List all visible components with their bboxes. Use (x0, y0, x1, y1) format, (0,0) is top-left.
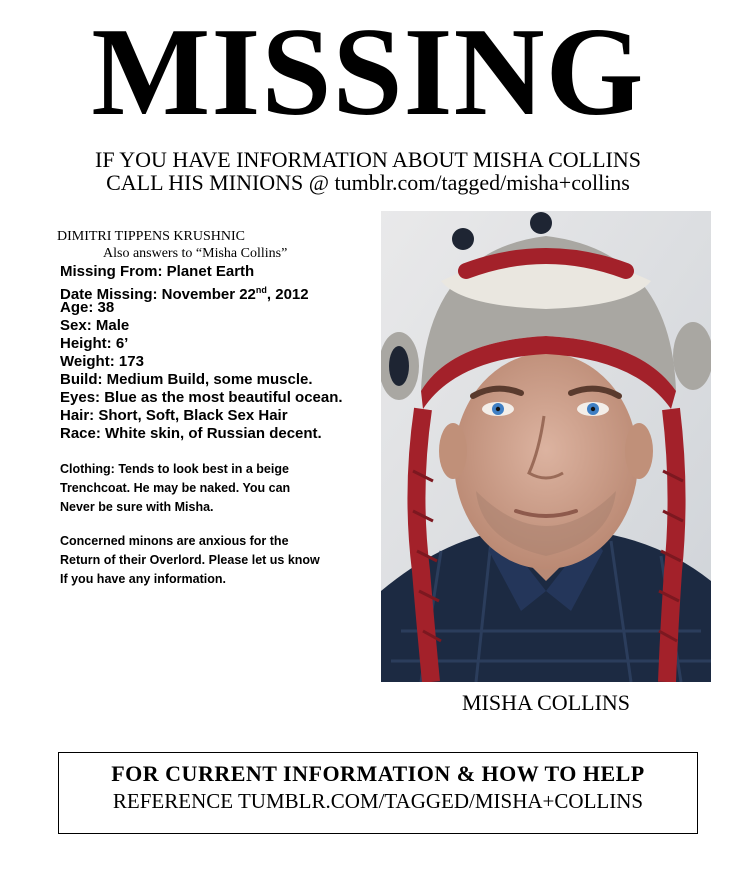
clothing-line-1: Clothing: Tends to look best in a beige (60, 462, 289, 476)
reference-box (58, 752, 698, 834)
date-missing-text: Date Missing: November 22 (60, 286, 256, 303)
clothing-line-2: Trenchcoat. He may be naked. You can (60, 481, 291, 495)
build: Build: Medium Build, some muscle. (60, 371, 313, 388)
portrait-photo (381, 211, 711, 682)
concern-line-1: Concerned minons are anxious for the (60, 534, 289, 548)
info-line-2: CALL HIS MINIONS @ tumblr.com/tagged/misha+collins (106, 170, 630, 195)
date-ordinal: nd (255, 285, 267, 295)
clothing-paragraph (60, 460, 380, 517)
sex: Sex: Male (60, 317, 130, 334)
info-line-1: IF YOU HAVE INFORMATION ABOUT MISHA COLLINS (95, 147, 641, 172)
alias: Also answers to “Misha Collins” (103, 246, 288, 261)
concern-paragraph (60, 532, 380, 589)
clothing-line-3: Never be sure with Misha. (60, 500, 214, 514)
weight: Weight: 173 (60, 353, 144, 370)
concern-line-2: Return of their Overlord. Please let us know (60, 553, 320, 567)
poster-title: MISSING (91, 3, 645, 142)
photo-caption: MISHA COLLINS (461, 690, 631, 715)
eyes: Eyes: Blue as the most beautiful ocean. (60, 389, 343, 406)
real-name: DIMITRI TIPPENS KRUSHNIC (57, 229, 245, 244)
date-year: , 2012 (266, 286, 309, 303)
concern-line-3: If you have any information. (60, 572, 226, 586)
reference-line-2: REFERENCE TUMBLR.COM/TAGGED/MISHA+COLLINS (112, 789, 644, 813)
reference-line-1: FOR CURRENT INFORMATION & HOW TO HELP (111, 761, 645, 786)
portrait-illustration (381, 211, 711, 682)
race: Race: White skin, of Russian decent. (60, 425, 322, 442)
hair: Hair: Short, Soft, Black Sex Hair (60, 407, 288, 424)
age: Age: 38 (60, 299, 115, 316)
height: Height: 6’ (60, 335, 129, 352)
missing-from: Missing From: Planet Earth (60, 263, 255, 280)
